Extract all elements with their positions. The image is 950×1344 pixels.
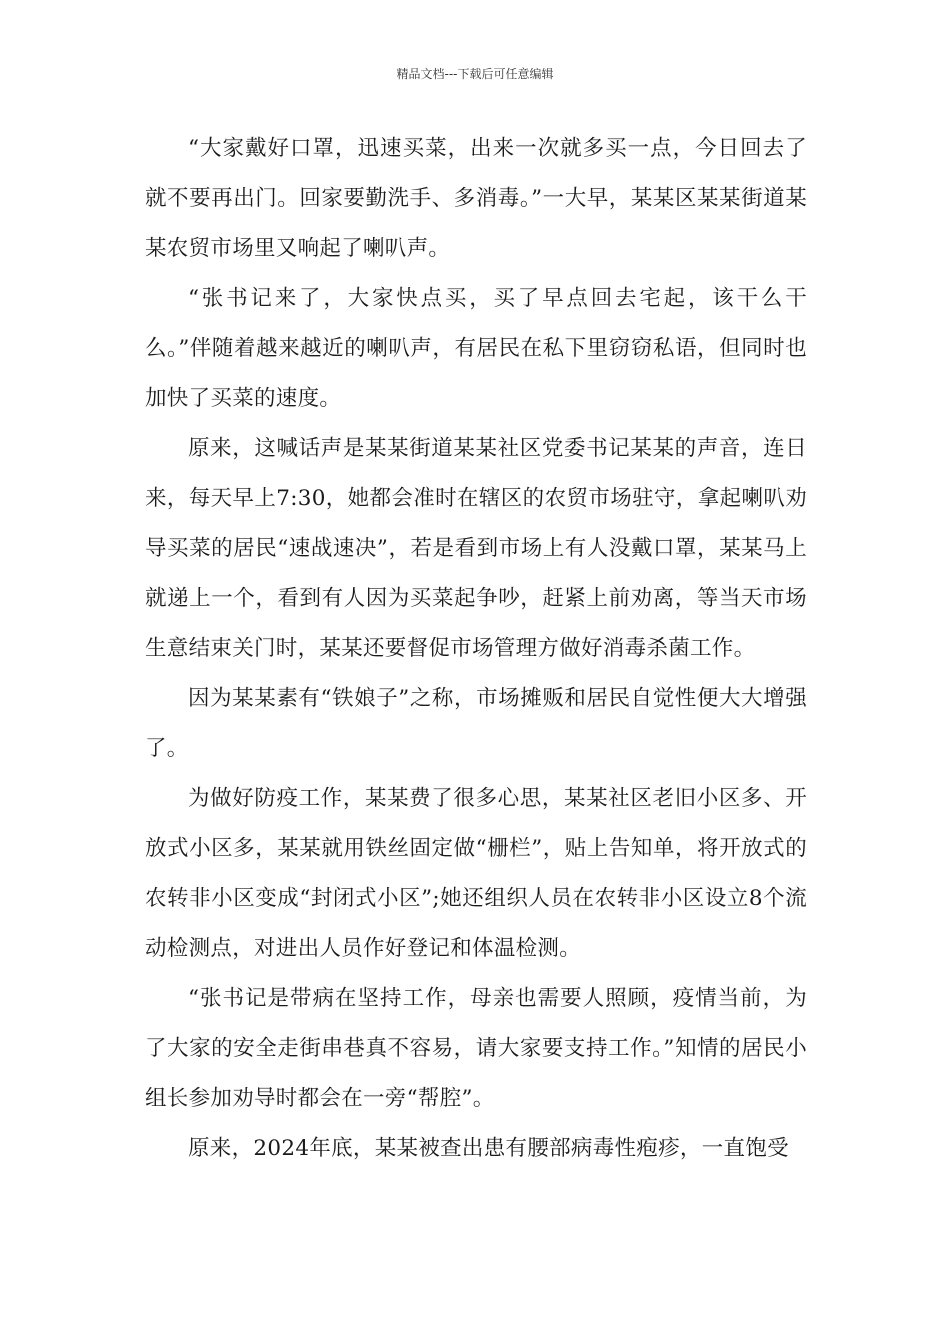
paragraph-4: 因为某某素有“铁娘子”之称，市场摊贩和居民自觉性便大大增强了。 — [145, 686, 807, 761]
paragraph-2: “张书记来了，大家快点买，买了早点回去宅起，该干么干么。”伴随着越来越近的喇叭声，有居民在私下里窃窃私语，但同时也加快了买菜的速度。 — [145, 286, 807, 411]
paragraph-3: 原来，这喊话声是某某街道某某社区党委书记某某的声音，连日来，每天早上7:30，她都会准时在辖区的农贸市场驻守，拿起喇叭劝导买菜的居民“速战速决”，若是看到市场上有人没戴口罩，某某马上就递上一个，看到有人因为买菜起争吵，赶紧上前劝离，等当天市场生意结束关门时，某某还要督促市场管理方做好消毒杀菌工作。 — [145, 436, 807, 661]
paragraph-6: “张书记是带病在坚持工作，母亲也需要人照顾，疫情当前，为了大家的安全走街串巷真不容易，请大家要支持工作。”知情的居民小组长参加劝导时都会在一旁“帮腔”。 — [145, 986, 807, 1111]
paragraph-7: 原来，2024年底，某某被查出患有腰部病毒性疱疹，一直饱受 — [188, 1136, 789, 1161]
paragraph-1: “大家戴好口罩，迅速买菜，出来一次就多买一点，今日回去了就不要再出门。回家要勤洗手、多消毒。”一大早，某某区某某街道某某农贸市场里又响起了喇叭声。 — [145, 136, 807, 261]
document-body — [145, 124, 807, 1174]
page-header: 精品文档---下载后可任意编辑 — [396, 67, 554, 81]
paragraph-5: 为做好防疫工作，某某费了很多心思，某某社区老旧小区多、开放式小区多，某某就用铁丝固定做“栅栏”，贴上告知单，将开放式的农转非小区变成“封闭式小区”;她还组织人员在农转非小区设立8个流动检测点，对进出人员作好登记和体温检测。 — [145, 786, 807, 961]
